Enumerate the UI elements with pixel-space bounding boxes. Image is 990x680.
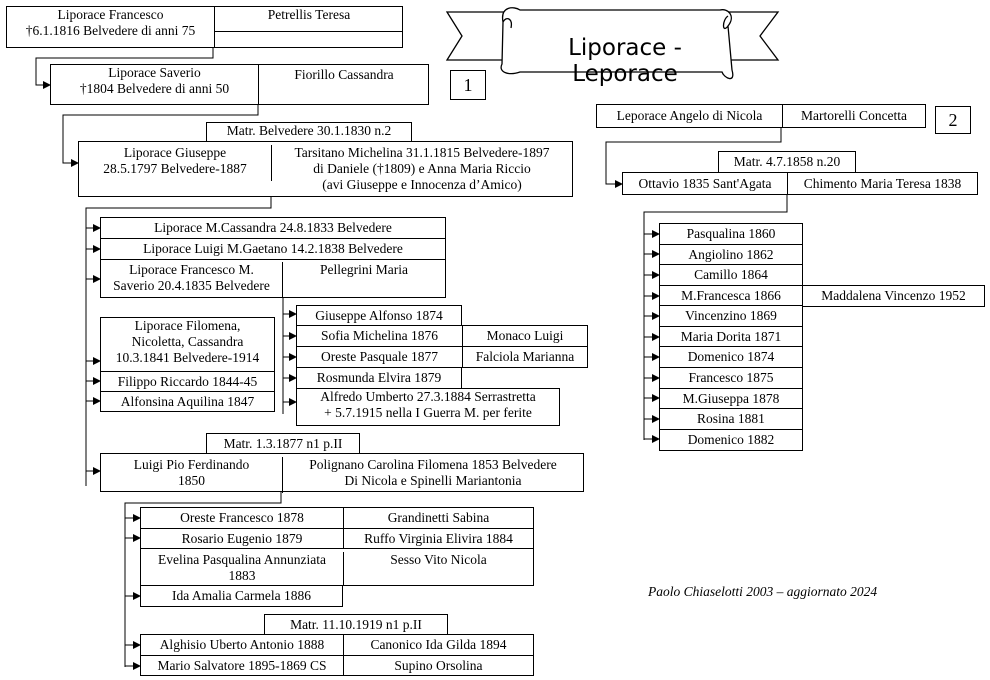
- saverio-couple-box: [50, 64, 429, 105]
- child-box: M.Francesca 1866: [659, 285, 803, 307]
- spouse-name: Chimento Maria Teresa 1838: [803, 176, 962, 191]
- spouse-name: Ruffo Virginia Elivira 1884: [364, 531, 513, 546]
- grandchild-box: Giuseppe Alfonso 1874: [296, 305, 462, 326]
- grandchild-box: Ida Amalia Carmela 1886: [140, 585, 343, 607]
- person-name: Leporace Angelo di Nicola: [597, 105, 783, 127]
- marriage-label: Matr. 4.7.1858 n.20: [718, 151, 856, 173]
- person-name: Sofia Michelina 1876: [297, 326, 463, 346]
- person-name: Nicoletta, Cassandra: [131, 334, 244, 349]
- grandchild-box: Rosmunda Elvira 1879: [296, 367, 462, 389]
- oreste-couple-box: [296, 346, 588, 368]
- spouse-name: Pellegrini Maria: [319, 262, 409, 277]
- child-box: Domenico 1882: [659, 429, 803, 451]
- person-name: Luigi Pio Ferdinando: [133, 457, 250, 472]
- spouse-name: Martorelli Concetta: [800, 108, 908, 123]
- family-number-badge: 1: [450, 70, 486, 100]
- person-detail: 28.5.1797 Belvedere-1887: [103, 161, 247, 176]
- child-box: Angiolino 1862: [659, 244, 803, 266]
- person-name: Evelina Pasqualina Annunziata: [158, 552, 326, 567]
- evelina-couple-box: [140, 548, 534, 586]
- oreste-francesco-couple-box: [140, 507, 534, 529]
- child-box: Domenico 1874: [659, 346, 803, 368]
- child-box: Liporace M.Cassandra 24.8.1833 Belvedere: [100, 217, 446, 239]
- child-box: Filippo Riccardo 1844-45: [100, 371, 275, 392]
- person-name: Alfredo Umberto 27.3.1884 Serrastretta: [320, 389, 536, 404]
- alghisio-couple-box: [140, 634, 534, 656]
- mario-couple-box: [140, 655, 534, 676]
- child-box: Vincenzino 1869: [659, 305, 803, 327]
- child-box: Liporace Luigi M.Gaetano 14.2.1838 Belvedere: [100, 238, 446, 260]
- rosario-couple-box: [140, 528, 534, 549]
- spouse-name: Maddalena Vincenzo 1952: [802, 285, 985, 307]
- spouse-name: Monaco Luigi: [486, 328, 564, 343]
- spouse-line: Di Nicola e Spinelli Mariantonia: [344, 473, 522, 488]
- child-box: Maria Dorita 1871: [659, 326, 803, 348]
- person-name: Oreste Pasquale 1877: [297, 347, 463, 367]
- person-name: Liporace Saverio: [108, 65, 201, 80]
- person-detail: 1883: [228, 568, 256, 583]
- page-title: Liporace - Leporace: [568, 35, 682, 87]
- person-name: Ottavio 1835 Sant'Agata: [623, 173, 788, 194]
- author-credit: Paolo Chiaselotti 2003 – aggiornato 2024: [648, 584, 878, 599]
- spouse-name: Supino Orsolina: [394, 658, 483, 673]
- spouse-name: Fiorillo Cassandra: [294, 67, 394, 82]
- spouse-line: Tarsitano Michelina 31.1.1815 Belvedere-1897: [294, 145, 550, 160]
- spouse-name: Sesso Vito Nicola: [390, 552, 487, 567]
- spouse-name: Falciola Marianna: [475, 349, 575, 364]
- francesco-m-couple-box: [100, 259, 446, 298]
- family-number-badge: 2: [935, 106, 971, 134]
- spouse-name: Grandinetti Sabina: [387, 510, 490, 525]
- sofia-couple-box: [296, 325, 588, 347]
- marriage-label: Matr. Belvedere 30.1.1830 n.2: [206, 122, 412, 142]
- francesco-couple-box: [6, 6, 403, 48]
- spouse-name: Canonico Ida Gilda 1894: [370, 637, 507, 652]
- person-detail: Saverio 20.4.1835 Belvedere: [113, 278, 270, 293]
- person-name: Alghisio Uberto Antonio 1888: [141, 635, 344, 655]
- person-detail: 10.3.1841 Belvedere-1914: [115, 350, 260, 365]
- person-detail: 1850: [178, 473, 205, 488]
- spouse-name: Petrellis Teresa: [267, 7, 351, 22]
- marriage-label: Matr. 1.3.1877 n1 p.II: [206, 433, 360, 454]
- spouse-line: di Daniele (†1809) e Anna Maria Riccio: [313, 161, 531, 176]
- child-box: Rosina 1881: [659, 408, 803, 430]
- filomena-box: [100, 317, 275, 372]
- child-box: Francesco 1875: [659, 367, 803, 389]
- child-box: Camillo 1864: [659, 264, 803, 286]
- person-name: Oreste Francesco 1878: [141, 508, 344, 528]
- person-name: Liporace Francesco M.: [129, 262, 254, 277]
- person-detail: †6.1.1816 Belvedere di anni 75: [25, 23, 196, 38]
- person-name: Liporace Francesco: [57, 7, 164, 22]
- person-name: Mario Salvatore 1895-1869 CS: [141, 656, 344, 675]
- ottavio-couple-box: [622, 172, 978, 195]
- angelo-couple-box: [596, 104, 926, 128]
- alfredo-box: [296, 388, 560, 426]
- marriage-label: Matr. 11.10.1919 n1 p.II: [264, 614, 448, 635]
- person-name: Rosario Eugenio 1879: [141, 529, 344, 548]
- person-name: Liporace Filomena,: [134, 318, 241, 333]
- person-name: Liporace Giuseppe: [123, 145, 227, 160]
- luigi-pio-couple-box: [100, 453, 584, 492]
- spouse-line: Polignano Carolina Filomena 1853 Belvedere: [309, 457, 557, 472]
- spouse-line: (avi Giuseppe e Innocenza d’Amico): [322, 177, 522, 192]
- child-box: M.Giuseppa 1878: [659, 388, 803, 410]
- child-box: Alfonsina Aquilina 1847: [100, 391, 275, 412]
- person-detail: †1804 Belvedere di anni 50: [79, 81, 230, 96]
- giuseppe-couple-box: [78, 141, 573, 197]
- person-detail: + 5.7.1915 nella I Guerra M. per ferite: [324, 405, 532, 420]
- child-box: Pasqualina 1860: [659, 223, 803, 245]
